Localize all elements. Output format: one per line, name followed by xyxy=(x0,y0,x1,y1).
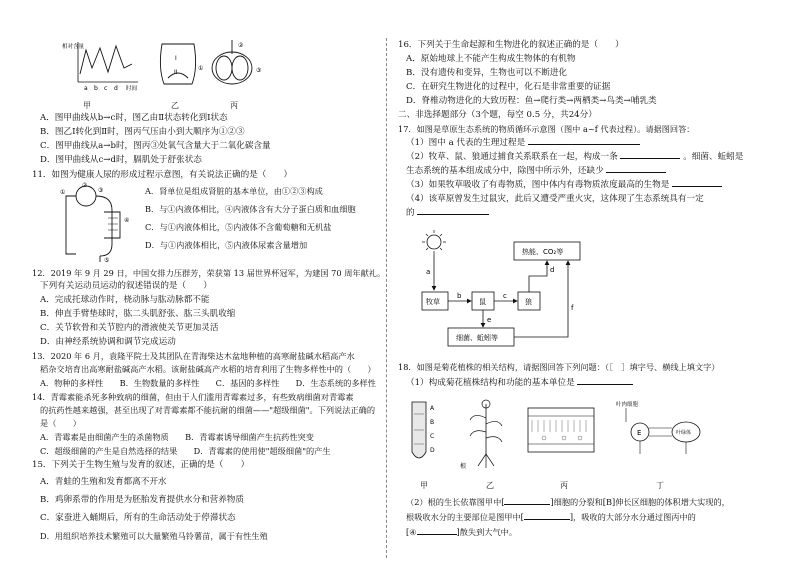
q17-sub-2b-text: 生态系统的基本组成成分中，除图中所示外，还缺少 xyxy=(406,166,604,176)
q12-option-c: C．关节软骨和关节腔内的滑液使关节更加灵活 xyxy=(40,323,219,333)
q18-answer-1[interactable] xyxy=(577,384,633,385)
root-letter-c: C xyxy=(430,433,435,440)
arrow-b: b xyxy=(457,292,462,300)
q16-option-a: A．原始地球上不能产生构成生物体的有机物 xyxy=(406,54,576,64)
nephron-label-5: ⑤ xyxy=(104,257,110,264)
root-letter-b: B xyxy=(430,419,435,426)
q16-stem: 16．下列关于生命起源和生物进化的叙述正确的是（ ） xyxy=(398,40,624,50)
q17-sub-2 xyxy=(406,152,743,163)
q18-answer-2b[interactable] xyxy=(524,519,570,520)
q18-q2-part-2: ]细胞的分裂和[B]伸长区细胞的体积增大实现的， xyxy=(550,497,730,507)
q10-option-b: B．图乙Ⅰ转化到Ⅱ时，图丙气压由小到大顺序为①②③ xyxy=(40,127,245,137)
root-letter-d: D xyxy=(430,447,435,454)
cell-diagram-figure xyxy=(616,400,700,454)
q15-option-a: A．青蛙的生殖和发育都离不开水 xyxy=(40,477,167,487)
nephron-label-4: ④ xyxy=(124,217,130,224)
y-axis-label: 相对含量 xyxy=(62,44,85,50)
q14-stem-line-3: 是（ ） xyxy=(40,418,81,428)
q12-option-b: B．伸直手臂垫球时，肱二头肌舒张、肱三头肌收缩 xyxy=(40,309,236,319)
q17-sub-4: （4）该草原曾发生过鼠灾，此后又遭受严重火灾，这体现了生态系统具有一定 xyxy=(406,194,704,204)
q12-option-d: D．由神经系统协调和调节完成运动 xyxy=(40,337,176,347)
arrow-d: d xyxy=(550,266,555,274)
chrysanthemum-figures xyxy=(404,398,754,474)
leaf-cell-title: 叶肉细胞 xyxy=(616,402,639,408)
arrow-a: a xyxy=(426,268,431,276)
x-axis-label: 时间 xyxy=(126,86,138,92)
yi-mark-1: I xyxy=(175,55,177,62)
grass-label: 牧草 xyxy=(426,298,440,306)
q15-option-b: B．鸡卵系带的作用是为胚胎发育提供水分和营养物质 xyxy=(40,495,244,505)
arrow-f: f xyxy=(571,304,574,312)
right-column xyxy=(394,0,766,573)
section-two-heading: 二、非选择题部分（3个题，每空 0.5 分，共24分） xyxy=(398,110,597,120)
point-d: d xyxy=(114,85,118,92)
mouse-label: 鼠 xyxy=(479,298,486,306)
q17-sub-2-text: （2）牧草、鼠、狼通过捕食关系联系在一起，构成一条 xyxy=(406,152,618,162)
q18-q2-part-5: [④ xyxy=(406,527,417,537)
q11-option-b: B．与①内液体相比，④内液体含有大分子蛋白质和血细胞 xyxy=(145,204,356,214)
q17-sub-3 xyxy=(406,180,722,191)
point-b: b xyxy=(94,85,98,92)
q14-options-line-2: C．超级细菌的产生是自然选择的结果 D．青霉素的使用使"超级细菌"的产生 xyxy=(40,446,331,456)
cell-part-chloroplast: 叶绿体 xyxy=(676,430,692,436)
q17-answer-2b[interactable] xyxy=(606,172,666,173)
q18-stem: 18．如图是菊花植株的相关结构，请据图回答下列问题：（［ ］填字号、横线上填文字） xyxy=(398,362,720,372)
fig-label-jia: 甲 xyxy=(420,481,428,490)
root-tip-figure xyxy=(412,402,435,458)
point-c: c xyxy=(104,85,108,92)
q15-option-d: D．用组织培养技术繁殖可以大量繁殖马铃薯苗，属于有性生殖 xyxy=(40,531,268,541)
column-separator xyxy=(386,38,387,558)
q18-q2-part-6: ]散失到大气中。 xyxy=(456,527,518,537)
q17-sub-1 xyxy=(406,138,640,149)
sun-icon xyxy=(422,230,446,254)
nephron-figure xyxy=(60,182,140,264)
bing-mark-1: ① xyxy=(198,65,204,72)
organ-label-root: 根 xyxy=(460,463,467,470)
q18-q2-line-3 xyxy=(406,527,517,538)
heat-box-label: 热能、CO₂等 xyxy=(522,248,564,256)
q10-option-a: A．图甲曲线从b→c时，图乙由Ⅱ状态转化到Ⅰ状态 xyxy=(40,113,228,123)
q15-option-c: C．家蚕进入蛹期后，所有的生命活动处于停滞状态 xyxy=(40,513,236,523)
point-a: a xyxy=(84,85,88,92)
q12-option-a: A．完成托球动作时，桡动脉与肱动脉都不能 xyxy=(40,295,210,305)
fig-label-yi: 乙 xyxy=(486,481,494,490)
q17-sub-3-text: （3）如果牧草吸收了有毒物质，图中体内有毒物质浓度最高的生物是 xyxy=(406,180,670,190)
q16-option-b: B．没有遗传和变异，生物也可以不断进化 xyxy=(406,68,568,78)
decomposer-label: 细菌、蚯蚓等 xyxy=(456,334,498,342)
cell-part-e: E xyxy=(637,429,642,437)
label-jia: 甲 xyxy=(83,101,91,110)
q11-option-c: C．与①内液体相比，⑤内液体不含葡萄糖和无机盐 xyxy=(145,222,332,232)
q14-stem-line-1: 14．青霉素能杀死多种致病的细菌，但由于人们滥用青霉素过多，有些致病细菌对青霉素 xyxy=(32,392,354,402)
arrow-e: e xyxy=(487,316,492,324)
bing-mark-3: ③ xyxy=(256,67,262,74)
breathing-figure xyxy=(62,38,282,100)
plant-figure xyxy=(460,400,502,470)
ecosystem-diagram xyxy=(408,228,588,350)
q17-answer-3[interactable] xyxy=(672,186,722,187)
q11-option-d: D．与①内液体相比，⑤内液体尿素含量增加 xyxy=(145,240,308,250)
q17-answer-1[interactable] xyxy=(528,144,640,145)
q18-q2-line-1 xyxy=(406,497,730,508)
q12-stem-line-1: 12．2019 年 9 月 29 日，中国女排力压群芳，荣获第 13 届世界杯冠军，为建国 70 周年献礼。 xyxy=(32,268,386,278)
bing-mark-2: ② xyxy=(238,42,244,49)
q14-options-line-1: A．青霉素是由细菌产生的杀菌物质 B．青霉素诱导细菌产生抗药性突变 xyxy=(40,432,314,442)
q13-options: A．物种的多样性 B．生物数量的多样性 C．基因的多样性 D．生态系统的多样性 xyxy=(40,378,376,388)
q10-option-d: D．图甲曲线从c→d时，膈肌处于舒张状态 xyxy=(40,155,202,165)
nephron-label-2: ② xyxy=(82,182,88,189)
label-yi: 乙 xyxy=(171,101,179,110)
q16-option-c: C．在研究生物进化的过程中，化石是非常重要的证据 xyxy=(406,82,611,92)
q17-answer-4[interactable] xyxy=(417,214,489,215)
fig-label-bing: 丙 xyxy=(560,481,568,490)
q18-answer-2c[interactable] xyxy=(417,534,457,535)
q13-stem-line-1: 13．2020 年 6 月，袁隆平院士及其团队在青海柴达木盆地种植的高寒耐盐碱水稻高产水 xyxy=(32,351,355,361)
q17-answer-2[interactable] xyxy=(620,158,680,159)
q12-stem-line-2: 下列有关运动员运动的叙述错误的是（ ） xyxy=(40,281,212,291)
q15-stem: 15．下列关于生物生殖与发育的叙述，正确的是（ ） xyxy=(32,460,250,470)
q18-q2-part-1: （2）根的生长依靠图甲中[ xyxy=(406,497,505,507)
q18-q1-text: （1）构成菊花植株结构和功能的基本单位是 xyxy=(406,378,575,388)
q11-stem: 11．如图为健康人尿的形成过程示意图，有关说法正确的是（ ） xyxy=(32,170,293,180)
leaf-section-figure xyxy=(528,408,594,452)
q13-stem-line-2: 稻杂交培育出高寒耐盐碱高产水稻。该耐盐碱高产水稻的培育利用了生物多样性中的（ ） xyxy=(40,364,376,374)
q17-sub-2b xyxy=(406,166,666,177)
q14-stem-line-2: 的抗药性越来越强，甚至出现了对青霉素都不能抗耐的细菌——"超级细菌"。下列说法正确的 xyxy=(40,405,376,415)
q17-stem: 17．如图是草原生态系统的物质循环示意图（图中 a~f 代表过程）。请据图回答： xyxy=(398,124,695,134)
label-bing: 丙 xyxy=(230,101,238,110)
nephron-label-1: ① xyxy=(60,189,66,196)
q17-sub-4b-text: 的 xyxy=(406,208,415,218)
q11-option-a: A．肾单位是组成肾脏的基本单位，由①②③构成 xyxy=(145,186,323,196)
arrow-c: c xyxy=(503,292,507,300)
wolf-label: 狼 xyxy=(525,298,532,306)
fig-label-ding: 丁 xyxy=(656,481,664,490)
q18-q1 xyxy=(406,378,633,389)
nephron-label-3: ③ xyxy=(98,187,104,194)
q17-sub-2-cont: 。细菌、蚯蚓是 xyxy=(683,152,744,162)
q18-q2-part-3: 根吸收水分的主要部位是图甲中[ xyxy=(406,512,524,522)
q17-sub-4b xyxy=(406,208,489,219)
q18-q2-line-2 xyxy=(406,512,696,523)
q10-option-c: C．图甲曲线从a→b时，图丙③处氧气含量大于二氧化碳含量 xyxy=(40,141,271,151)
q16-option-d: D．脊椎动物进化的大致历程：鱼→爬行类→两栖类→鸟类→哺乳类 xyxy=(406,96,657,106)
q18-answer-2a[interactable] xyxy=(504,504,550,505)
q17-sub-1-text: （1）图中 a 代表的生理过程是 xyxy=(406,138,526,148)
yi-mark-2: II xyxy=(174,69,178,76)
left-column xyxy=(30,0,386,573)
root-letter-a: A xyxy=(430,405,435,412)
q18-q2-part-4: ]，吸收的大部分水分通过图丙中的 xyxy=(569,512,696,522)
